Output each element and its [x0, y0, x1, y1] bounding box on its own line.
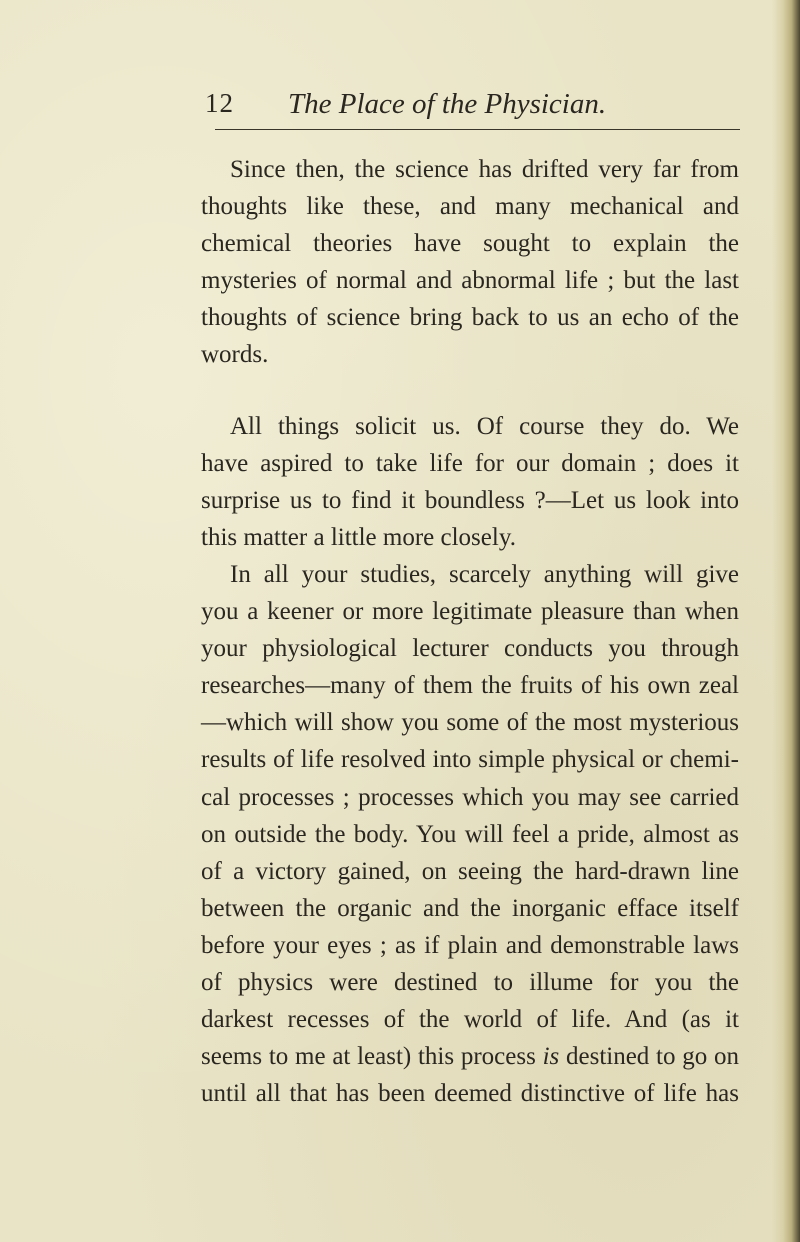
- text-line: of a victory gained, on seeing the hard-drawn line: [201, 857, 739, 885]
- paragraph-1: [201, 151, 739, 374]
- text-line: chemical theories have sought to explain the: [201, 230, 739, 258]
- text-line: cal processes ; processes which you may see carried: [201, 783, 739, 811]
- text-line: you a keener or more legitimate pleasure than when: [201, 598, 739, 626]
- text-line: Since then, the science has drifted very far from: [230, 156, 739, 183]
- text-run: seems to me at least) this process: [201, 1043, 543, 1071]
- paragraph-3: [201, 556, 739, 1112]
- page-number: 12: [205, 88, 234, 118]
- running-header: [205, 88, 740, 128]
- text-line: thoughts of science bring back to us an echo of the: [201, 304, 739, 332]
- text-line: your physiological lecturer conducts you through: [201, 635, 739, 663]
- text-line: between the organic and the inorganic efface itself: [201, 894, 739, 922]
- text-line: of physics were destined to illume for you the: [201, 968, 739, 996]
- text-line: surprise us to find it boundless ?—Let us look into: [201, 486, 739, 514]
- text-line: In all your studies, scarcely anything will give: [230, 560, 739, 588]
- text-line: researches—many of them the fruits of his own zeal: [201, 672, 739, 700]
- paragraph-2: [201, 408, 739, 556]
- text-line: All things solicit us. Of course they do. We: [230, 412, 739, 440]
- text-line-with-emphasis: [201, 1038, 739, 1075]
- text-line: words.: [201, 341, 269, 369]
- body-text: [201, 151, 739, 1112]
- paragraph-gap: [201, 374, 739, 408]
- text-line: until all that has been deemed distinctive of life has: [201, 1080, 739, 1108]
- text-run: destined to go on: [559, 1043, 739, 1071]
- emphasized-word: is: [542, 1043, 560, 1071]
- header-rule: [215, 129, 740, 130]
- text-line: —which will show you some of the most mysterious: [201, 709, 739, 737]
- text-line: thoughts like these, and many mechanical and: [201, 193, 739, 221]
- text-line: darkest recesses of the world of life. And (as it: [201, 1006, 739, 1034]
- text-line: results of life resolved into simple physical or chemi-: [201, 746, 739, 774]
- text-line: have aspired to take life for our domain ; does it: [201, 449, 739, 477]
- text-line: on outside the body. You will feel a pride, almost as: [201, 820, 739, 848]
- text-line: mysteries of normal and abnormal life ; but the last: [201, 267, 739, 295]
- page-edge-shadow: [772, 0, 800, 1242]
- text-line: this matter a little more closely.: [201, 523, 516, 551]
- running-title: The Place of the Physician.: [288, 88, 607, 120]
- text-line: before your eyes ; as if plain and demonstrable laws: [201, 931, 739, 959]
